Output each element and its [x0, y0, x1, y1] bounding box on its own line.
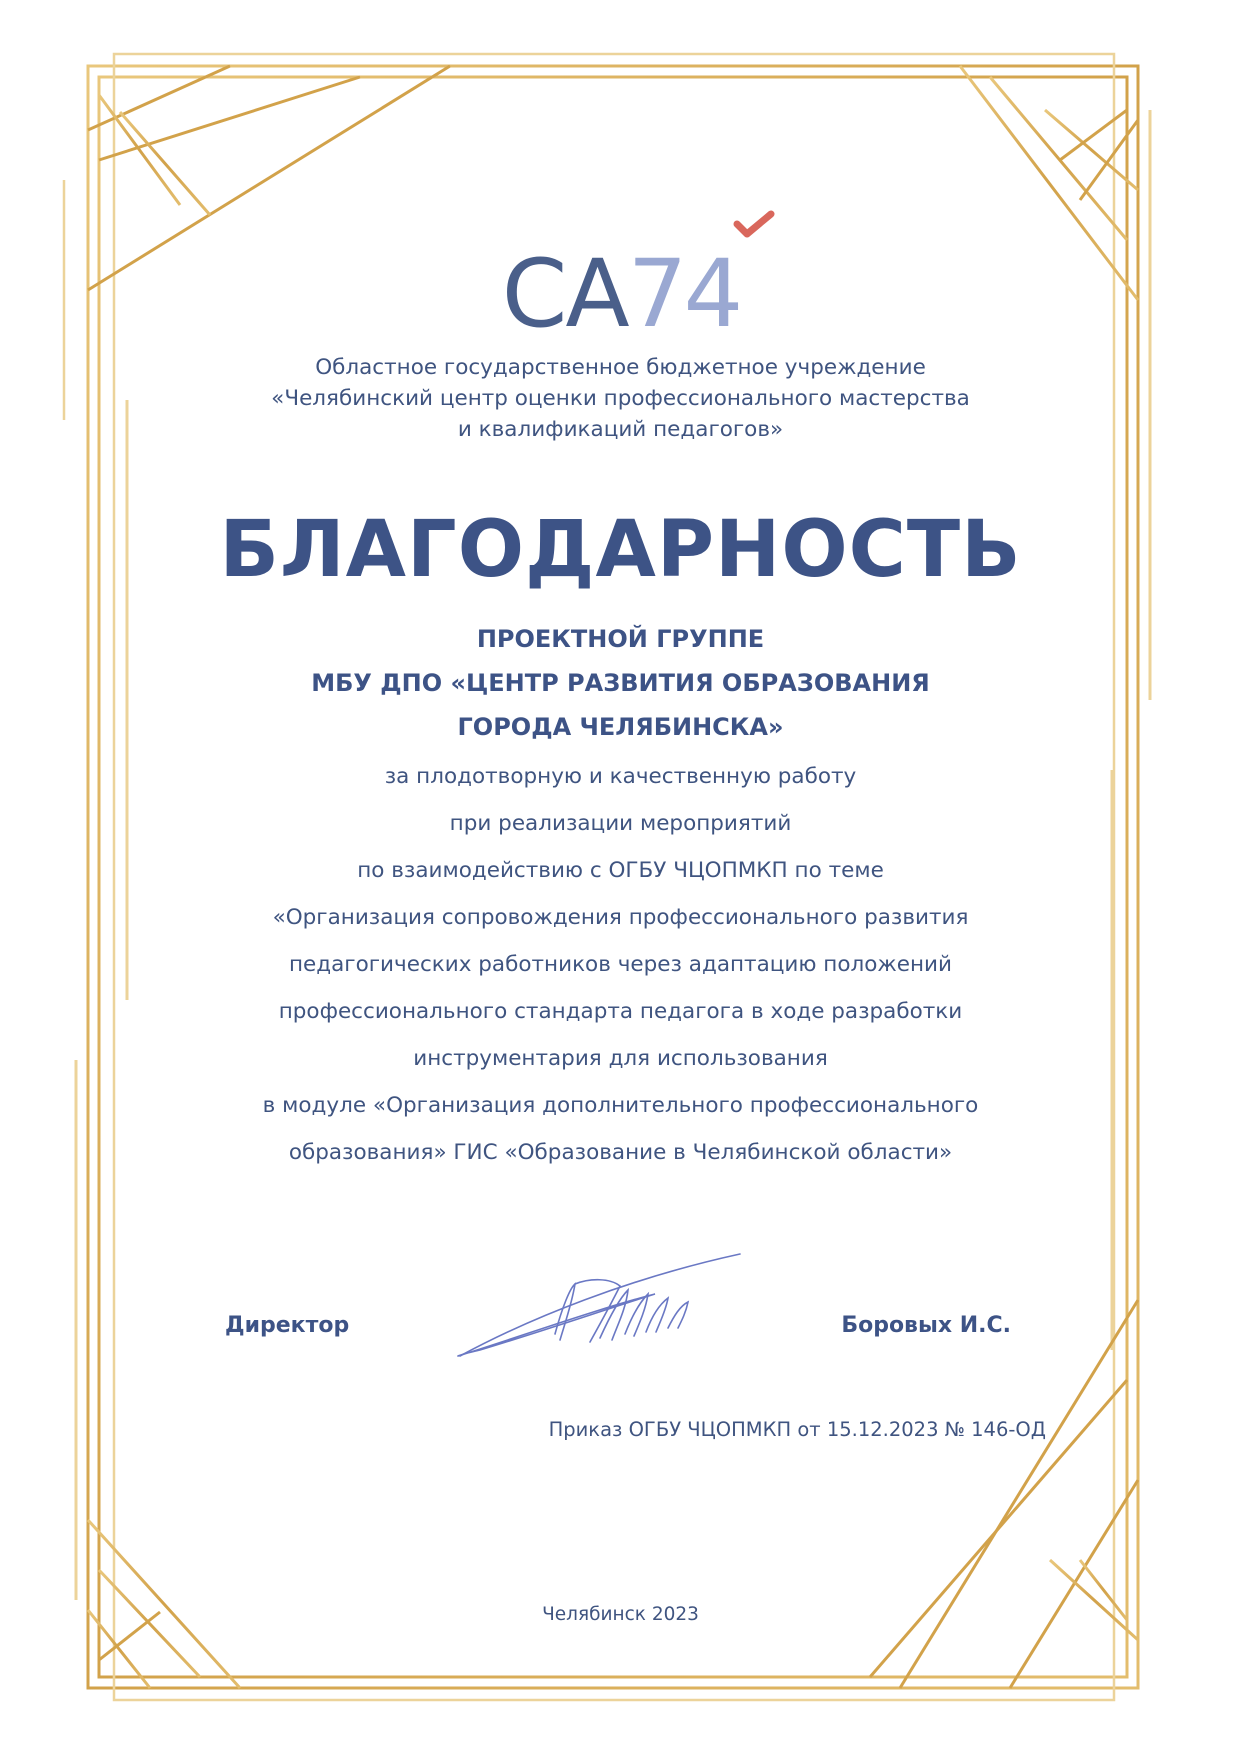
body-line-6: профессионального стандарта педагога в ходе разработки — [278, 999, 963, 1024]
signature-position: Директор — [225, 1313, 350, 1338]
recipient-line-3: ГОРОДА ЧЕЛЯБИНСКА» — [457, 713, 784, 741]
recipient-line-2: МБУ ДПО «ЦЕНТР РАЗВИТИЯ ОБРАЗОВАНИЯ — [311, 669, 930, 697]
logo-letters: CA — [501, 240, 628, 349]
body-line-2: при реализации мероприятий — [449, 811, 792, 836]
order-reference: Приказ ОГБУ ЧЦОПМКП от 15.12.2023 № 146-ОД — [548, 1418, 1046, 1441]
recipient-line-1: ПРОЕКТНОЙ ГРУППЕ — [476, 625, 765, 653]
organization-line-2: «Челябинский центр оценки профессионального мастерства — [271, 386, 970, 411]
page-title: БЛАГОДАРНОСТЬ — [219, 505, 1022, 595]
body-line-9: образования» ГИС «Образование в Челябинской области» — [288, 1140, 953, 1165]
body-line-1: за плодотворную и качественную работу — [384, 764, 857, 789]
signature-name: Боровых И.С. — [841, 1313, 1011, 1338]
body-line-8: в модуле «Организация дополнительного профессионального — [262, 1093, 979, 1118]
ca74-logo — [0, 240, 1241, 349]
place-year: Челябинск 2023 — [542, 1604, 699, 1625]
checkmark-icon — [733, 210, 777, 244]
handwritten-signature — [450, 1248, 750, 1368]
organization-line-1: Областное государственное бюджетное учреждение — [315, 355, 926, 380]
body-line-3: по взаимодействию с ОГБУ ЧЦОПМКП по теме — [357, 858, 884, 883]
body-line-4: «Организация сопровождения профессионального развития — [272, 905, 969, 930]
body-line-7: инструментария для использования — [413, 1046, 828, 1071]
logo-number: 74 — [627, 240, 740, 349]
organization-line-3: и квалификаций педагогов» — [457, 417, 784, 442]
body-line-5: педагогических работников через адаптацию положений — [288, 952, 953, 977]
